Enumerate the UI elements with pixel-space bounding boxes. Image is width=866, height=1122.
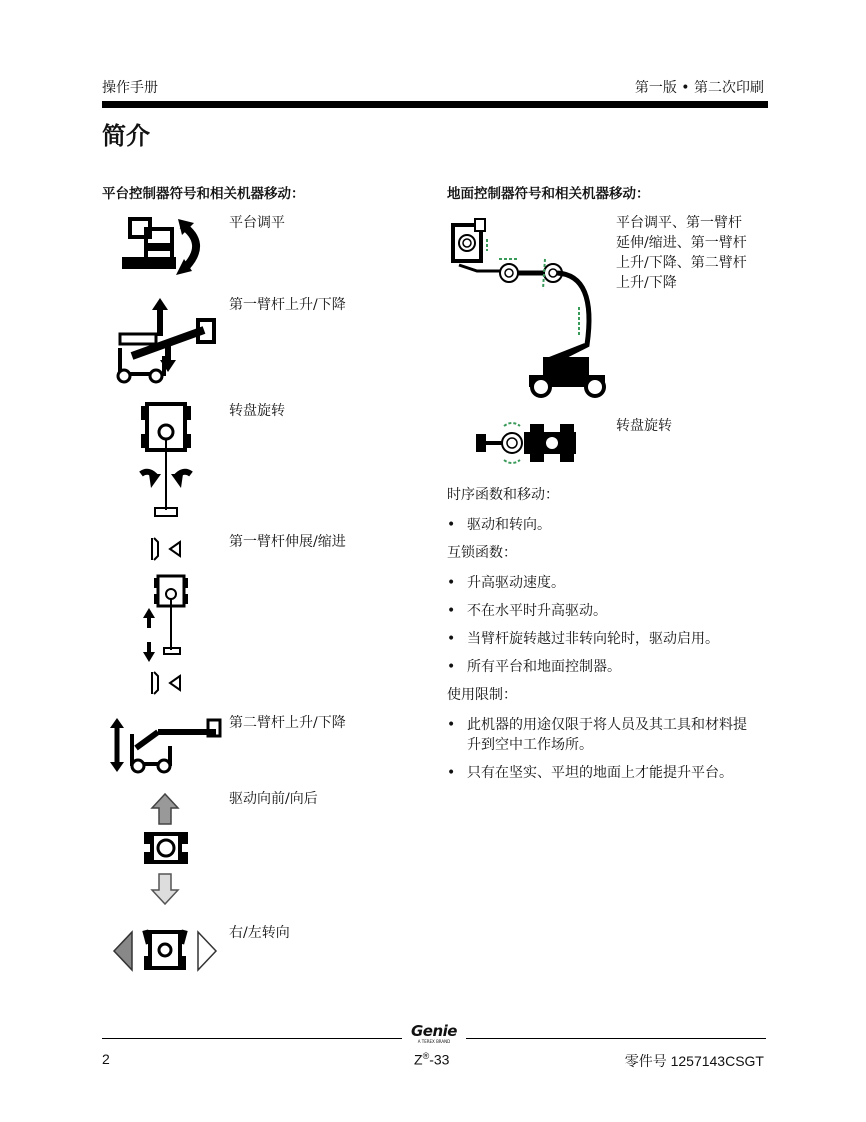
steer-left-right-icon: [112, 926, 220, 976]
boom-extend-retract-icon: [140, 532, 190, 702]
model-sup: ®: [422, 1051, 430, 1061]
limits-bullet: • 只有在坚实、平坦的地面上才能提升平台。: [447, 763, 733, 783]
interlock-bullet: • 不在水平时升高驱动。: [447, 601, 607, 621]
ground-turntable-rotate-icon: [474, 418, 589, 470]
turntable-rotate-icon: [135, 402, 195, 520]
limits-heading: 使用限制：: [447, 687, 517, 703]
part-number-value: 1257143CSGT: [670, 1053, 764, 1069]
drive-forward-back-icon: [140, 792, 190, 910]
ground-boom-functions-icon: [447, 215, 612, 400]
primary-boom-up-down-icon: [112, 296, 217, 384]
label-ground-turntable: 转盘旋转: [616, 418, 672, 434]
ground-controls-heading: 地面控制器符号和相关机器移动：: [447, 186, 650, 202]
interlock-bullet: • 升高驱动速度。: [447, 573, 565, 593]
header-rule: [102, 101, 768, 108]
label-primary-boom: 第一臂杆上升/下降: [229, 297, 346, 313]
label-turntable: 转盘旋转: [229, 403, 285, 419]
label-boom-extend: 第一臂杆伸展/缩进: [229, 534, 346, 550]
interlock-bullet: • 所有平台和地面控制器。: [447, 657, 621, 677]
limits-bullet: [447, 715, 747, 755]
page-title: 简介: [102, 122, 150, 150]
label-secondary-boom: 第二臂杆上升/下降: [229, 715, 346, 731]
footer-rule-right: [466, 1038, 766, 1039]
genie-logo: [406, 1024, 462, 1044]
timed-bullet: • 驱动和转向。: [447, 515, 551, 535]
model-suffix: -33: [429, 1051, 450, 1068]
label-steer: 右/左转向: [229, 925, 290, 941]
secondary-boom-up-down-icon: [108, 716, 223, 776]
label-line: 平台调平、第一臂杆: [616, 215, 742, 231]
label-line: 上升/下降: [616, 275, 677, 291]
part-number: [625, 1051, 764, 1071]
label-ground-boom: [616, 213, 747, 293]
label-line: 上升/下降、第二臂杆: [616, 255, 747, 271]
interlock-bullet: • 当臂杆旋转越过非转向轮时，驱动启用。: [447, 629, 719, 649]
part-label: 零件号: [624, 1054, 667, 1070]
logo-subtext: A TEREX BRAND: [417, 1039, 451, 1044]
model-prefix: Z: [414, 1051, 423, 1068]
platform-controls-heading: 平台控制器符号和相关机器移动：: [102, 186, 305, 202]
logo-text: Genie: [411, 1022, 457, 1040]
label-platform-level: 平台调平: [229, 215, 285, 231]
footer-rule-left: [102, 1038, 402, 1039]
label-line: 延伸/缩进、第一臂杆: [616, 235, 747, 251]
bullet-line: 升到空中工作场所。: [467, 737, 593, 753]
timed-heading: 时序函数和移动：: [447, 487, 559, 503]
page-number: 2: [102, 1051, 110, 1067]
platform-level-icon: [120, 215, 215, 277]
label-drive: 驱动向前/向后: [229, 791, 318, 807]
interlock-heading: 互锁函数：: [447, 545, 517, 561]
model-name: [414, 1051, 449, 1068]
header-left: 操作手册: [102, 80, 158, 96]
header-right: 第一版 • 第二次印刷: [634, 80, 764, 96]
bullet-line: • 此机器的用途仅限于将人员及其工具和材料提: [467, 717, 747, 733]
